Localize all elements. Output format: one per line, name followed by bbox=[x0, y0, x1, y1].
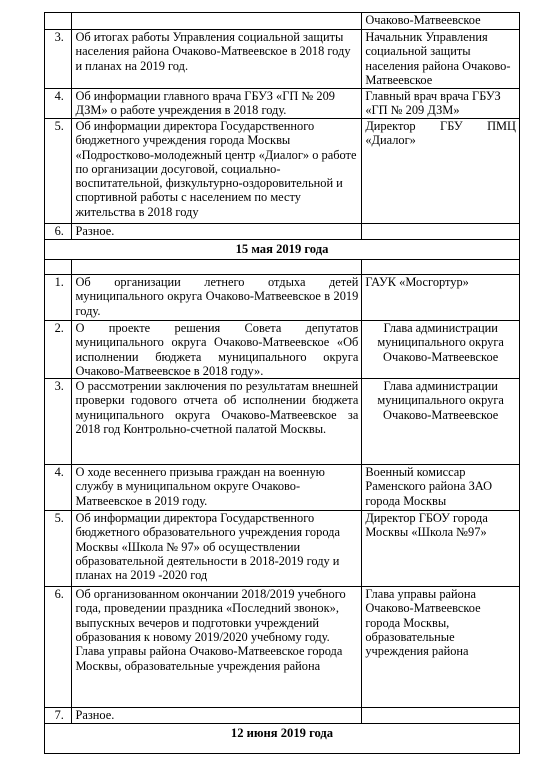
table-row bbox=[45, 89, 520, 119]
item-number: 4. bbox=[45, 465, 72, 511]
item-responsible: Директор ГБОУ города Москвы «Школа №97» bbox=[362, 511, 520, 587]
item-responsible: Глава администрации муниципального округа Очаково-Матвеевское bbox=[362, 379, 520, 465]
item-topic: Разное. bbox=[72, 224, 362, 240]
item-topic: Об информации директора Государственного бюджетного образовательного учреждения города Москвы «Школа № 97» об осуществлении образовательной деятельности в 2018-2019 году и планах на 2019 -2020 год bbox=[72, 511, 362, 587]
item-responsible: Очаково-Матвеевское bbox=[362, 13, 520, 30]
item-number: 6. bbox=[45, 587, 72, 708]
item-topic: О рассмотрении заключения по результатам внешней проверки годового отчета об исполнении бюджета муниципального округа Очаково-Матвеевское за 2018 год Контрольно-счетной палатой Москвы. bbox=[72, 379, 362, 465]
item-topic: Об информации директора Государственного бюджетного учреждения города Москвы «Подростково-молодежный центр «Диалог» о работе по организации досуговой, социально-воспитательной, физкультурно-оздоровительной и спортивной работы с населением по месту жительства в 2018 году bbox=[72, 119, 362, 224]
table-row bbox=[45, 465, 520, 511]
agenda-table bbox=[44, 12, 520, 754]
item-topic: Об информации главного врача ГБУЗ «ГП № 209 ДЗМ» о работе учреждения в 2018 году. bbox=[72, 89, 362, 119]
table-row bbox=[45, 119, 520, 224]
item-responsible bbox=[362, 224, 520, 240]
item-number: 5. bbox=[45, 511, 72, 587]
item-topic: Разное. bbox=[72, 708, 362, 724]
date-row bbox=[45, 240, 520, 260]
item-responsible: ГАУК «Мосгортур» bbox=[362, 275, 520, 321]
item-topic bbox=[72, 13, 362, 30]
item-number: 3. bbox=[45, 30, 72, 89]
item-number: 6. bbox=[45, 224, 72, 240]
item-number: 4. bbox=[45, 89, 72, 119]
table-row bbox=[45, 587, 520, 708]
item-number: 1. bbox=[45, 275, 72, 321]
item-number: 7. bbox=[45, 708, 72, 724]
item-responsible bbox=[362, 708, 520, 724]
item-responsible: Глава администрации муниципального округа Очаково-Матвеевское bbox=[362, 321, 520, 379]
table-row bbox=[45, 13, 520, 30]
item-responsible: Директор ГБУ ПМЦ «Диалог» bbox=[362, 119, 520, 224]
item-topic: Об итогах работы Управления социальной защиты населения района Очаково-Матвеевское в 2018 году и планах на 2019 год. bbox=[72, 30, 362, 89]
item-number bbox=[45, 13, 72, 30]
table-row bbox=[45, 379, 520, 465]
section-date: 12 июня 2019 года bbox=[45, 724, 520, 754]
item-number: 5. bbox=[45, 119, 72, 224]
table-row bbox=[45, 275, 520, 321]
item-responsible: Главный врач врача ГБУЗ «ГП № 209 ДЗМ» bbox=[362, 89, 520, 119]
item-topic: О проекте решения Совета депутатов муниципального округа Очаково-Матвеевское «Об исполнении бюджета муниципального округа Очаково-Матвеевское в 2018 году». bbox=[72, 321, 362, 379]
item-number: 3. bbox=[45, 379, 72, 465]
item-responsible: Военный комиссар Раменского района ЗАО города Москвы bbox=[362, 465, 520, 511]
item-topic: Об организации летнего отдыха детей муниципального округа Очаково-Матвеевское в 2019 году. bbox=[72, 275, 362, 321]
item-responsible: Глава управы района Очаково-Матвеевское города Москвы, образовательные учреждения района bbox=[362, 587, 520, 708]
date-row bbox=[45, 724, 520, 754]
section-date: 15 мая 2019 года bbox=[45, 240, 520, 260]
table-row bbox=[45, 321, 520, 379]
table-row bbox=[45, 30, 520, 89]
item-responsible: Начальник Управления социальной защиты населения района Очаково-Матвеевское bbox=[362, 30, 520, 89]
table-row bbox=[45, 511, 520, 587]
table-row bbox=[45, 708, 520, 724]
blank-row bbox=[45, 260, 520, 275]
item-topic: Об организованном окончании 2018/2019 учебного года, проведении праздника «Последний звонок», выпускных вечеров и подготовки учреждений образования к новому 2019/2020 учебному году. Глава управы района Очаково-Матвеевское города Москвы, образовательные учреждения района bbox=[72, 587, 362, 708]
table-row bbox=[45, 224, 520, 240]
item-topic: О ходе весеннего призыва граждан на военную службу в муниципальном округе Очаково-Матвеевское в 2019 году. bbox=[72, 465, 362, 511]
item-number: 2. bbox=[45, 321, 72, 379]
